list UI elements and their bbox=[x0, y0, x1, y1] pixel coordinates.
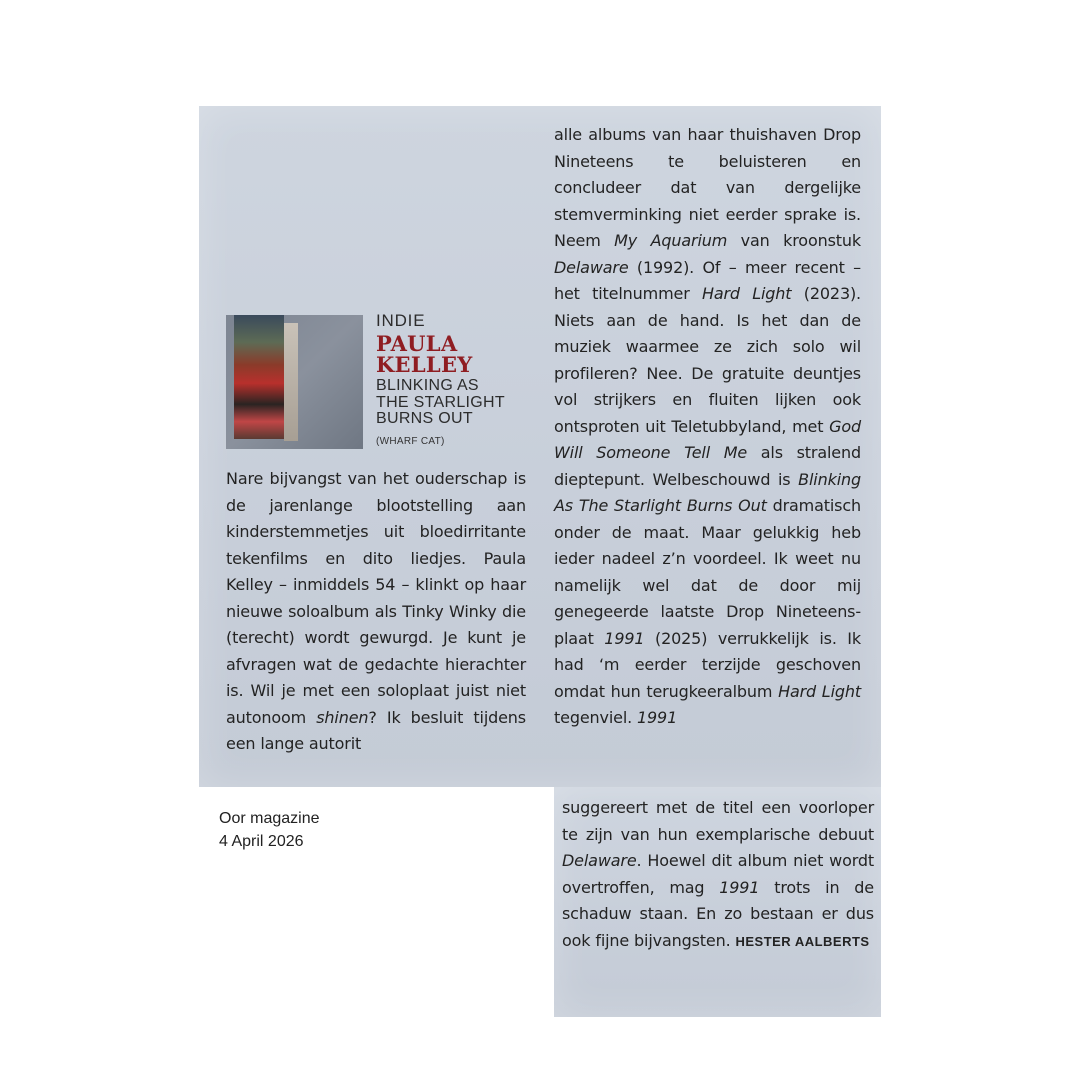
text-run-italic: Hard Light bbox=[701, 284, 792, 303]
text-run-italic: My Aquarium bbox=[614, 231, 728, 250]
text-run: alle albums van haar thuishaven Drop Nineteens te beluisteren en concludeer dat van dergelijke stemverminking niet eerder sprake is. Neem bbox=[554, 125, 861, 250]
text-run: van kroonstuk bbox=[727, 231, 861, 250]
album-title-line3: BURNS OUT bbox=[376, 410, 473, 427]
text-run-italic: Delaware bbox=[562, 851, 637, 870]
publication-date: 4 April 2026 bbox=[219, 833, 304, 850]
text-run: (1992). Of – meer recent – het titelnummer bbox=[554, 257, 861, 303]
text-run-italic: Hard Light bbox=[778, 681, 861, 701]
text-run-italic: 1991 bbox=[719, 877, 760, 897]
text-run: ? Ik besluit tijdens een lange autorit bbox=[226, 707, 526, 753]
text-run: als stralend dieptepunt. Welbeschouwd is bbox=[554, 443, 861, 489]
text-run: . Hoewel dit album niet wordt overtroffen, mag bbox=[562, 851, 874, 897]
review-author: HESTER AALBERTS bbox=[735, 933, 870, 949]
review-header bbox=[376, 311, 576, 447]
album-cover bbox=[226, 315, 363, 449]
text-run: (2023). Niets aan de hand. Is het dan de muziek waarmee ze zich solo wil profileren? Nee. De gratuite deuntjes vol strijkers en fluiten lijken ook ontsproten uit Teletubbyland, met bbox=[554, 284, 861, 436]
review-column-bottom bbox=[562, 795, 874, 955]
album-cover-art bbox=[234, 315, 284, 439]
text-run: trots in de schaduw staan. En zo bestaan er dus ook fijne bijvangsten. bbox=[562, 877, 874, 950]
clipping-continuation bbox=[554, 787, 881, 1017]
artist-name-line2: KELLEY bbox=[376, 352, 473, 377]
album-cover-edge bbox=[284, 323, 298, 441]
text-run: tegenviel. bbox=[554, 708, 637, 727]
text-run-italic: Delaware bbox=[554, 257, 629, 277]
review-column-right bbox=[554, 122, 861, 732]
review-paragraph-right bbox=[554, 122, 861, 732]
text-run-italic: Blinking As The Starlight Burns Out bbox=[554, 469, 861, 515]
album-title bbox=[376, 378, 576, 428]
source-caption bbox=[219, 807, 320, 853]
review-paragraph-bottom bbox=[562, 795, 874, 955]
genre-label: INDIE bbox=[376, 311, 426, 330]
text-run-italic: 1991 bbox=[636, 708, 678, 727]
text-run: suggereert met de titel een voorloper te zijn van hun exemplarische debuut bbox=[562, 798, 874, 844]
clipping-main bbox=[199, 106, 881, 787]
record-label: (WHARF CAT) bbox=[376, 435, 445, 447]
album-title-line2: THE STARLIGHT bbox=[376, 393, 505, 411]
text-run: dramatisch onder de maat. Maar gelukkig heb ieder nadeel z’n voordeel. Ik weet nu namelijk wel dat de door mij genegeerde laatste Drop Nineteens-plaat bbox=[554, 496, 862, 648]
artist-name-line1: PAULA bbox=[376, 331, 458, 356]
album-title-line1: BLINKING AS bbox=[376, 377, 479, 394]
text-run-italic: 1991 bbox=[604, 628, 645, 648]
review-column-left bbox=[226, 466, 526, 758]
text-run: (2025) verrukkelijk is. Ik had ‘m eerder terzijde geschoven omdat hun terugkeeralbum bbox=[554, 628, 861, 701]
review-paragraph-left bbox=[226, 466, 526, 758]
text-run-italic: God Will Someone Tell Me bbox=[554, 416, 861, 462]
text-run: Nare bijvangst van het ouderschap is de jarenlange blootstelling aan kinderstemmetjes uit bloedirritante tekenfilms en dito liedjes. Paula Kelley – inmiddels 54 – klinkt op haar nieuwe soloalbum als Tinky Winky die (terecht) wordt gewurgd. Je kunt je afvragen wat de gedachte hierachter is. Wil je met een soloplaat juist niet autonoom bbox=[226, 469, 526, 727]
text-run-italic: shinen bbox=[316, 707, 369, 727]
artist-name bbox=[376, 333, 576, 375]
publication-name: Oor magazine bbox=[219, 810, 320, 827]
